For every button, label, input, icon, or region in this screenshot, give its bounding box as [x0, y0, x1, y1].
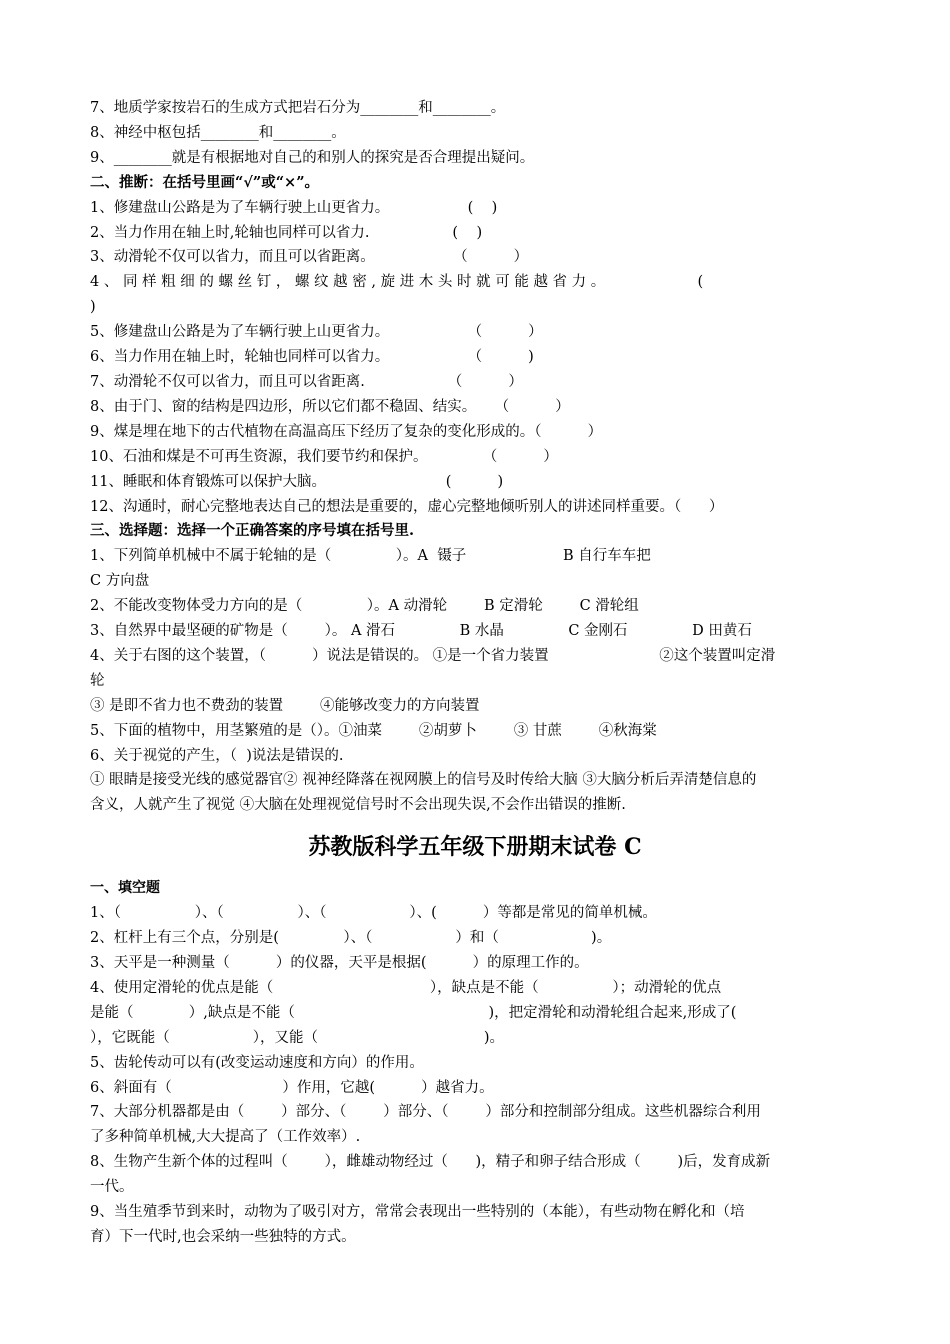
fill-item: 5、齿轮传动可以有(改变运动速度和方向）的作用。 — [90, 1054, 424, 1071]
choice-item-continued: 轮 — [90, 672, 105, 689]
fill-item-continued: 一代。 — [90, 1179, 134, 1196]
judge-item: 12、沟通时，耐心完整地表达自己的想法是重要的，虚心完整地倾听别人的讲述同样重要。（ ） — [90, 498, 724, 515]
judge-item: 4 、 同 样 粗 细 的 螺 丝 钉 ， 螺 纹 越 密 , 旋 进 木 头 时 就 可 能 越 省 力 。 ( — [90, 274, 704, 291]
fill-item: 9、当生殖季节到来时，动物为了吸引对方，常常会表现出一些特别的（本能），有些动物在孵化和（培 — [90, 1204, 745, 1221]
fill-item: 7、大部分机器都是由（ ）部分、（ ）部分、（ ）部分和控制部分组成。这些机器综合利用 — [90, 1104, 761, 1121]
judge-item: 9、煤是埋在地下的古代植物在高温高压下经历了复杂的变化形成的。（ ） — [90, 423, 603, 440]
judge-item: 1、修建盘山公路是为了车辆行驶上山更省力。 ( ) — [90, 199, 498, 216]
judge-section-heading: 二、推断：在括号里画“√”或“×”。 — [90, 173, 320, 191]
choice-item: 3、自然界中最坚硬的矿物是（ ）。 A 滑石 B 水晶 C 金刚石 D 田黄石 — [90, 623, 752, 640]
fill-item-9: 9、________就是有根据地对自己的和别人的探究是否合理提出疑问。 — [90, 149, 535, 166]
fill-section-heading: 一、填空题 — [90, 880, 160, 897]
exam-page — [90, 96, 860, 1250]
judge-item: 3、动滑轮不仅可以省力，而且可以省距离。 （ ） — [90, 249, 529, 266]
choice-item-options: ③ 是即不省力也不费劲的装置 ④能够改变力的方向装置 — [90, 697, 480, 714]
fill-item: 6、斜面有（ ）作用，它越( ）越省力。 — [90, 1079, 494, 1096]
choice-section-heading: 三、选择题：选择一个正确答案的序号填在括号里. — [90, 522, 415, 540]
judge-item-continued: ) — [90, 299, 96, 316]
choice-item: 4、关于右图的这个装置，（ ）说法是错误的。 ①是一个省力装置 ②这个装置叫定滑 — [90, 647, 776, 664]
judge-item: 6、当力作用在轴上时，轮轴也同样可以省力。 （ ) — [90, 349, 534, 366]
choice-item: 6、关于视觉的产生，（ )说法是错误的. — [90, 747, 344, 764]
choice-item-options-continued: 含义，人就产生了视觉 ④大脑在处理视觉信号时不会出现失误,不会作出错误的推断. — [90, 797, 626, 814]
fill-item-7: 7、地质学家按岩石的生成方式把岩石分为________和________。 — [90, 100, 506, 116]
choice-item: 5、下面的植物中，用茎繁殖的是（）。①油菜 ②胡萝卜 ③ 甘蔗 ④秋海棠 — [90, 722, 657, 739]
fill-item: 2、杠杆上有三个点，分别是( ）、（ ）和（ )。 — [90, 930, 612, 947]
judge-item: 8、由于门、窗的结构是四边形，所以它们都不稳固、结实。 （ ） — [90, 398, 570, 415]
choice-item: 1、下列简单机械中不属于轮轴的是（ ）。A 镊子 B 自行车车把 — [90, 548, 651, 565]
fill-item-continued: 育）下一代时,也会采纳一些独特的方式。 — [90, 1228, 356, 1245]
fill-item-continued: ），它既能（ ），又能（ )。 — [90, 1029, 505, 1046]
fill-item: 3、天平是一种测量（ ）的仪器，天平是根据( ）的原理工作的。 — [90, 955, 589, 971]
choice-item: 2、不能改变物体受力方向的是（ ）。A 动滑轮 B 定滑轮 C 滑轮组 — [90, 598, 639, 615]
judge-item: 2、当力作用在轴上时,轮轴也同样可以省力. ( ) — [90, 224, 483, 241]
fill-item-8: 8、神经中枢包括________和________。 — [90, 124, 346, 141]
choice-item-options: ① 眼睛是接受光线的感觉器官② 视神经降落在视网膜上的信号及时传给大脑 ③大脑分析后弄清楚信息的 — [90, 772, 757, 789]
judge-item: 10、石油和煤是不可再生资源，我们要节约和保护。 （ ） — [90, 448, 558, 465]
judge-item: 7、动滑轮不仅可以省力，而且可以省距离. （ ） — [90, 373, 523, 390]
fill-item-continued: 了多种简单机械,大大提高了（工作效率）. — [90, 1129, 361, 1146]
fill-item: 4、使用定滑轮的优点是能（ ），缺点是不能（ ）；动滑轮的优点 — [90, 979, 722, 996]
fill-item: 1、（ ）、（ ）、（ ）、( ）等都是常见的简单机械。 — [90, 905, 657, 922]
exam-title: 苏教版科学五年级下册期末试卷 C — [308, 834, 642, 861]
fill-item: 8、生物产生新个体的过程叫（ ），雌雄动物经过（ )，精子和卵子结合形成（ )后，发育成新 — [90, 1154, 771, 1171]
judge-item: 11、睡眠和体育锻炼可以保护大脑。 ( ) — [90, 473, 504, 490]
choice-item-continued: C 方向盘 — [90, 573, 150, 590]
judge-item: 5、修建盘山公路是为了车辆行驶上山更省力。 （ ） — [90, 324, 543, 341]
fill-item-continued: 是能（ ）,缺点是不能（ )，把定滑轮和动滑轮组合起来,形成了( — [90, 1004, 737, 1021]
